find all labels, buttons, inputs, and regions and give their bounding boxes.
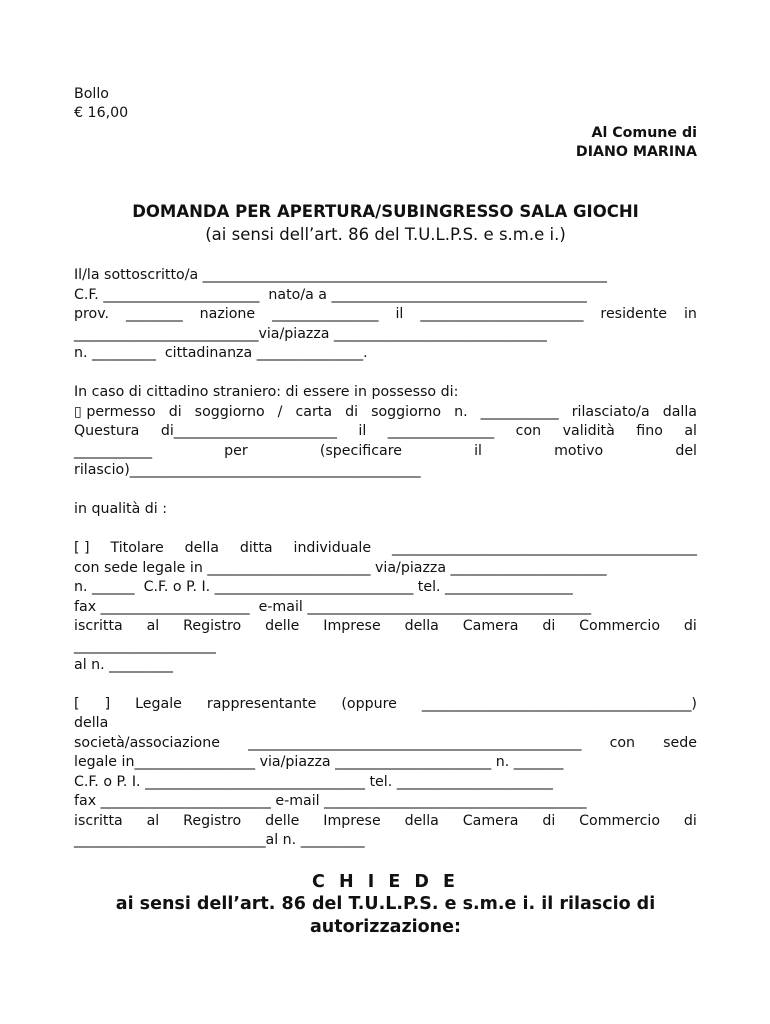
field-blank: _______________ xyxy=(387,423,495,439)
individual-cf-line: n. ______ C.F. o P. I. ____________________________ tel. __________________ xyxy=(74,579,573,595)
word: Commercio xyxy=(579,618,661,634)
legal-rep-line xyxy=(74,695,697,715)
applicant-prov-line xyxy=(74,305,697,325)
word: Registro xyxy=(183,813,242,829)
word: al xyxy=(146,618,160,634)
request-line-2: autorizzazione: xyxy=(310,917,461,937)
word: il xyxy=(395,306,404,322)
word: (oppure xyxy=(341,696,397,712)
word: Questura xyxy=(74,423,140,439)
word: ditta xyxy=(239,540,273,556)
word: di xyxy=(542,618,556,634)
questura-line xyxy=(74,422,697,442)
word: n. xyxy=(454,404,468,420)
recipient-line-2: DIANO MARINA xyxy=(575,144,697,160)
word: Commercio xyxy=(579,813,661,829)
company-number-line: ___________________________al n. _________ xyxy=(74,832,365,848)
word: della xyxy=(404,813,439,829)
document-title: DOMANDA PER APERTURA/SUBINGRESSO SALA GIOCHI xyxy=(132,202,639,221)
word: Imprese xyxy=(323,813,381,829)
word: di xyxy=(683,813,697,829)
word: (specificare xyxy=(319,443,402,459)
field-blank: ______________________________________) xyxy=(421,696,697,712)
word: carta xyxy=(295,404,333,420)
word: in xyxy=(683,306,697,322)
field-blank: di_______________________ xyxy=(160,423,337,439)
word: nazione xyxy=(199,306,256,322)
capacity-label: in qualità di : xyxy=(74,501,168,517)
word: residente xyxy=(600,306,668,322)
word: della xyxy=(184,540,219,556)
word: soggiorno xyxy=(371,404,442,420)
word: della xyxy=(404,618,439,634)
word: con xyxy=(609,735,636,751)
individual-registry-line xyxy=(74,617,697,637)
word: Titolare xyxy=(110,540,164,556)
document-subtitle: (ai sensi dell’art. 86 del T.U.L.P.S. e s.m.e i.) xyxy=(205,225,566,244)
request-verb: C H I E D E xyxy=(312,872,459,892)
bollo-label: Bollo xyxy=(74,86,109,102)
individual-fax-line: fax _____________________ e-mail ________________________________________ xyxy=(74,599,592,615)
recipient-line-1: Al Comune di xyxy=(591,125,697,141)
applicant-address-line: __________________________via/piazza ______________________________ xyxy=(74,326,547,342)
applicant-citizenship-line: n. _________ cittadinanza _______________. xyxy=(74,345,368,361)
word: per xyxy=(224,443,248,459)
word: validità xyxy=(562,423,615,439)
field-blank: ___________________________________________ xyxy=(391,540,697,556)
company-fax-line: fax ________________________ e-mail _____________________________________ xyxy=(74,793,587,809)
word: Imprese xyxy=(323,618,381,634)
word: motivo xyxy=(554,443,604,459)
word: il xyxy=(474,443,482,459)
company-cf-line: C.F. o P. I. _______________________________ tel. ______________________ xyxy=(74,774,553,790)
bollo-amount: € 16,00 xyxy=(74,105,129,121)
individual-number-line: al n. _________ xyxy=(74,657,174,673)
checkbox-legal-rep-open[interactable]: [ xyxy=(74,696,80,712)
field-blank: _______________ xyxy=(272,306,379,322)
permit-line xyxy=(74,403,697,423)
legal-rep-della: della xyxy=(74,715,109,731)
applicant-name-line: Il/la sottoscritto/a _________________________________________________________ xyxy=(74,267,608,283)
request-line-1: ai sensi dell’art. 86 del T.U.L.P.S. e s.m.e i. il rilascio di xyxy=(115,894,656,914)
word: rappresentante xyxy=(206,696,317,712)
word: il xyxy=(358,423,367,439)
word: delle xyxy=(265,813,300,829)
release-line: rilascio)_________________________________________ xyxy=(74,462,421,478)
checkbox-individual[interactable]: [ ] xyxy=(74,540,90,556)
word: prov. xyxy=(74,306,110,322)
word: di xyxy=(168,404,182,420)
field-blank: ___________ xyxy=(74,443,153,459)
word: società/associazione xyxy=(74,735,220,751)
foreigner-intro: In caso di cittadino straniero: di essere in possesso di: xyxy=(74,384,459,400)
word: Camera xyxy=(462,618,519,634)
word: dalla xyxy=(662,404,697,420)
company-line xyxy=(74,734,697,754)
field-blank: _______________________ xyxy=(420,306,584,322)
individual-chamber-blank: ____________________ xyxy=(74,638,216,654)
word: Registro xyxy=(183,618,242,634)
applicant-cf-line: C.F. ______________________ nato/a a ____________________________________ xyxy=(74,287,587,303)
word: soggiorno xyxy=(194,404,265,420)
reason-line xyxy=(74,442,697,462)
word: Legale xyxy=(135,696,182,712)
company-registry-line xyxy=(74,812,697,832)
checkbox-legal-rep-close: ] xyxy=(104,696,111,712)
word: al xyxy=(146,813,160,829)
word: iscritta xyxy=(74,618,123,634)
word: di xyxy=(542,813,556,829)
word: al xyxy=(684,423,697,439)
field-blank: ________ xyxy=(125,306,183,322)
word: di xyxy=(683,618,697,634)
word: iscritta xyxy=(74,813,123,829)
word: fino xyxy=(636,423,663,439)
field-blank: _______________________________________________ xyxy=(248,735,582,751)
individual-seat-line: con sede legale in _______________________ via/piazza ______________________ xyxy=(74,560,607,576)
word: di xyxy=(345,404,359,420)
word: del xyxy=(675,443,697,459)
individual-owner-line xyxy=(74,539,697,559)
company-seat-line: legale in_________________ via/piazza ______________________ n. _______ xyxy=(74,754,564,770)
word: rilasciato/a xyxy=(571,404,650,420)
word: sede xyxy=(663,735,697,751)
word: individuale xyxy=(293,540,372,556)
word: Camera xyxy=(462,813,519,829)
field-blank: ___________ xyxy=(480,404,559,420)
word: / xyxy=(277,404,283,420)
word: delle xyxy=(265,618,300,634)
word: con xyxy=(515,423,542,439)
checkbox-icon-permit[interactable]: ▯ permesso xyxy=(74,404,156,420)
